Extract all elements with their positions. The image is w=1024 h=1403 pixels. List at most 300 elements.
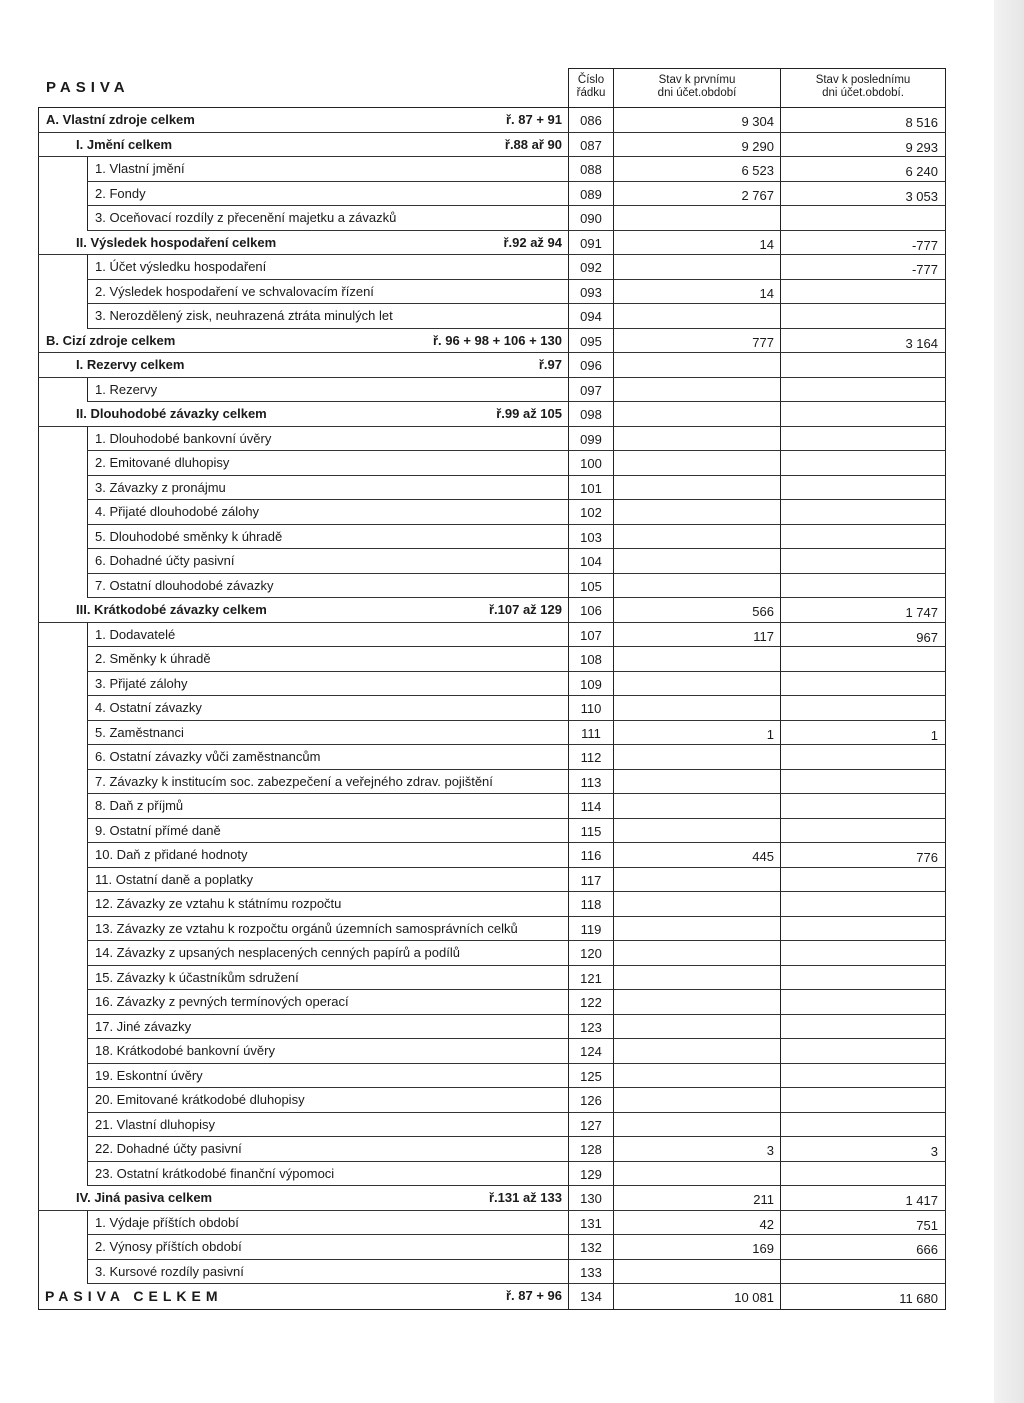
row-number-cell: 115 bbox=[568, 819, 613, 844]
indent-rule bbox=[87, 672, 88, 697]
last-day-value-cell bbox=[780, 990, 946, 1015]
indent-rule bbox=[87, 1064, 88, 1089]
last-day-value-cell: 3 053 bbox=[780, 182, 946, 207]
last-day-value-cell bbox=[780, 794, 946, 819]
table-row bbox=[38, 304, 946, 329]
first-day-value-cell bbox=[613, 525, 780, 550]
row-label: 1. Dodavatelé bbox=[95, 626, 176, 642]
row-label-cell bbox=[38, 696, 568, 721]
table-row bbox=[38, 745, 946, 770]
column-header-line-2: dni účet.období. bbox=[822, 87, 904, 99]
row-number-cell: 131 bbox=[568, 1211, 613, 1236]
row-label-cell bbox=[38, 1113, 568, 1138]
first-day-value-cell: 9 304 bbox=[613, 108, 780, 132]
column-header-row-number bbox=[568, 68, 613, 107]
first-day-value-cell bbox=[613, 794, 780, 819]
row-label-cell bbox=[38, 280, 568, 305]
first-day-value-cell bbox=[613, 696, 780, 721]
table-row bbox=[38, 1137, 946, 1162]
first-day-value-cell bbox=[613, 574, 780, 599]
column-header-line-2: dni účet.období bbox=[657, 87, 737, 99]
row-number-cell: 127 bbox=[568, 1113, 613, 1138]
table-row bbox=[38, 598, 946, 623]
first-day-value-cell bbox=[613, 1113, 780, 1138]
table-row bbox=[38, 206, 946, 231]
row-number-cell: 086 bbox=[568, 108, 613, 132]
row-formula: ř.97 bbox=[538, 357, 562, 372]
table-row bbox=[38, 574, 946, 599]
last-day-value-cell bbox=[780, 770, 946, 795]
row-formula: ř.107 až 129 bbox=[488, 602, 562, 617]
indent-rule bbox=[87, 794, 88, 819]
row-number-cell: 097 bbox=[568, 378, 613, 403]
table-row bbox=[38, 1162, 946, 1187]
last-day-value-cell bbox=[780, 696, 946, 721]
row-label: 2. Výsledek hospodaření ve schvalovacím řízení bbox=[95, 283, 374, 299]
row-label-cell bbox=[38, 1088, 568, 1113]
indent-rule bbox=[87, 1211, 88, 1236]
row-label: I. Jmění celkem bbox=[76, 136, 173, 152]
row-number-cell: 124 bbox=[568, 1039, 613, 1064]
first-day-value-cell bbox=[613, 941, 780, 966]
first-day-value-cell bbox=[613, 770, 780, 795]
row-label: 13. Závazky ze vztahu k rozpočtu orgánů územních samosprávních celků bbox=[95, 920, 518, 936]
row-label-cell bbox=[38, 378, 568, 403]
row-number-cell: 122 bbox=[568, 990, 613, 1015]
row-label-cell bbox=[38, 500, 568, 525]
indent-rule bbox=[87, 1162, 88, 1187]
indent-rule bbox=[87, 476, 88, 501]
row-number-cell: 100 bbox=[568, 451, 613, 476]
table-row bbox=[38, 721, 946, 746]
last-day-value-cell bbox=[780, 647, 946, 672]
row-number-cell: 105 bbox=[568, 574, 613, 599]
table-row bbox=[38, 1064, 946, 1089]
row-label-cell bbox=[38, 525, 568, 550]
first-day-value-cell bbox=[613, 549, 780, 574]
column-header-first-day bbox=[613, 68, 780, 107]
row-label-cell bbox=[38, 402, 568, 426]
row-label: PASIVA CELKEM bbox=[45, 1288, 223, 1304]
first-day-value-cell bbox=[613, 892, 780, 917]
scan-edge bbox=[994, 0, 1024, 1403]
indent-rule bbox=[87, 157, 88, 182]
row-number-cell: 104 bbox=[568, 549, 613, 574]
row-formula: ř. 87 + 91 bbox=[505, 112, 562, 127]
last-day-value-cell bbox=[780, 1260, 946, 1285]
row-label-cell bbox=[38, 231, 568, 255]
last-day-value-cell: 9 293 bbox=[780, 133, 946, 157]
first-day-value-cell: 10 081 bbox=[613, 1284, 780, 1309]
first-day-value-cell bbox=[613, 353, 780, 377]
row-number-cell: 107 bbox=[568, 623, 613, 648]
last-day-value-cell: 11 680 bbox=[780, 1284, 946, 1309]
row-label-cell bbox=[38, 476, 568, 501]
row-label: 3. Závazky z pronájmu bbox=[95, 479, 226, 495]
table-row bbox=[38, 1088, 946, 1113]
row-label: 1. Účet výsledku hospodaření bbox=[95, 259, 267, 274]
last-day-value-cell: 1 bbox=[780, 721, 946, 746]
row-label-cell bbox=[38, 133, 568, 157]
last-day-value-cell bbox=[780, 525, 946, 550]
indent-rule bbox=[87, 1015, 88, 1040]
last-day-value-cell: -777 bbox=[780, 231, 946, 255]
row-label-cell bbox=[38, 1015, 568, 1040]
row-number-cell: 090 bbox=[568, 206, 613, 231]
row-number-cell: 095 bbox=[568, 329, 613, 353]
row-number-cell: 087 bbox=[568, 133, 613, 157]
row-label: 2. Emitované dluhopisy bbox=[95, 455, 230, 470]
row-label-cell bbox=[38, 917, 568, 942]
first-day-value-cell bbox=[613, 917, 780, 942]
table-row bbox=[38, 966, 946, 991]
table-row bbox=[38, 1211, 946, 1236]
first-day-value-cell bbox=[613, 745, 780, 770]
last-day-value-cell bbox=[780, 476, 946, 501]
first-day-value-cell bbox=[613, 500, 780, 525]
row-label: III. Krátkodobé závazky celkem bbox=[76, 602, 267, 617]
table-row bbox=[38, 329, 946, 354]
last-day-value-cell bbox=[780, 941, 946, 966]
row-label: 23. Ostatní krátkodobé finanční výpomoci bbox=[95, 1165, 335, 1181]
row-number-cell: 113 bbox=[568, 770, 613, 795]
row-label: 15. Závazky k účastníkům sdružení bbox=[95, 969, 299, 985]
row-number-cell: 129 bbox=[568, 1162, 613, 1187]
table-row bbox=[38, 1260, 946, 1285]
row-label-cell bbox=[38, 206, 568, 231]
row-label: 1. Rezervy bbox=[95, 381, 158, 397]
table-row bbox=[38, 623, 946, 648]
row-label: 20. Emitované krátkodobé dluhopisy bbox=[95, 1092, 305, 1107]
first-day-value-cell bbox=[613, 819, 780, 844]
row-label: 19. Eskontní úvěry bbox=[95, 1067, 203, 1083]
indent-rule bbox=[87, 843, 88, 868]
row-label: 21. Vlastní dluhopisy bbox=[95, 1116, 215, 1132]
row-label-cell bbox=[38, 868, 568, 893]
last-day-value-cell bbox=[780, 549, 946, 574]
last-day-value-cell bbox=[780, 745, 946, 770]
row-label-cell bbox=[38, 427, 568, 452]
row-number-cell: 114 bbox=[568, 794, 613, 819]
last-day-value-cell bbox=[780, 378, 946, 403]
indent-rule bbox=[87, 941, 88, 966]
table-row bbox=[38, 108, 946, 133]
indent-rule bbox=[87, 574, 88, 599]
table-row bbox=[38, 1039, 946, 1064]
table-row bbox=[38, 1015, 946, 1040]
first-day-value-cell bbox=[613, 427, 780, 452]
last-day-value-cell bbox=[780, 427, 946, 452]
column-header-line-1: Stav k poslednímu bbox=[815, 74, 911, 86]
table-row bbox=[38, 1235, 946, 1260]
row-label: 1. Dlouhodobé bankovní úvěry bbox=[95, 430, 272, 446]
row-number-cell: 128 bbox=[568, 1137, 613, 1162]
table-body bbox=[38, 108, 946, 1310]
row-label: 2. Směnky k úhradě bbox=[95, 651, 211, 666]
row-label-cell bbox=[38, 745, 568, 770]
row-number-cell: 099 bbox=[568, 427, 613, 452]
row-label-cell bbox=[38, 329, 568, 353]
indent-rule bbox=[87, 1113, 88, 1138]
first-day-value-cell: 9 290 bbox=[613, 133, 780, 157]
row-label: 3. Oceňovací rozdíly z přecenění majetku a závazků bbox=[95, 210, 397, 225]
row-number-cell: 133 bbox=[568, 1260, 613, 1285]
row-number-cell: 096 bbox=[568, 353, 613, 377]
row-number-cell: 112 bbox=[568, 745, 613, 770]
last-day-value-cell bbox=[780, 966, 946, 991]
table-row bbox=[38, 500, 946, 525]
row-label: 14. Závazky z upsaných nesplacených cenných papírů a podílů bbox=[95, 945, 460, 960]
row-label: 1. Výdaje příštích období bbox=[95, 1214, 239, 1230]
table-row bbox=[38, 255, 946, 280]
table-row bbox=[38, 182, 946, 207]
indent-rule bbox=[87, 549, 88, 574]
row-number-cell: 121 bbox=[568, 966, 613, 991]
indent-rule bbox=[87, 770, 88, 795]
last-day-value-cell bbox=[780, 1064, 946, 1089]
last-day-value-cell bbox=[780, 917, 946, 942]
table-row bbox=[38, 794, 946, 819]
row-label: 5. Zaměstnanci bbox=[95, 724, 184, 740]
row-number-cell: 111 bbox=[568, 721, 613, 746]
indent-rule bbox=[87, 1235, 88, 1260]
table-row bbox=[38, 672, 946, 697]
first-day-value-cell bbox=[613, 1039, 780, 1064]
first-day-value-cell bbox=[613, 1088, 780, 1113]
row-label-cell bbox=[38, 770, 568, 795]
row-label-cell bbox=[38, 1162, 568, 1187]
row-label: II. Výsledek hospodaření celkem bbox=[76, 234, 277, 250]
table-row bbox=[38, 451, 946, 476]
first-day-value-cell bbox=[613, 378, 780, 403]
row-formula: ř.131 až 133 bbox=[488, 1190, 562, 1205]
row-label: B. Cizí zdroje celkem bbox=[46, 332, 176, 348]
row-number-cell: 119 bbox=[568, 917, 613, 942]
row-label-cell bbox=[38, 157, 568, 182]
row-label-cell bbox=[38, 1235, 568, 1260]
row-label: 4. Ostatní závazky bbox=[95, 700, 202, 715]
row-label: 11. Ostatní daně a poplatky bbox=[95, 871, 254, 887]
first-day-value-cell bbox=[613, 402, 780, 426]
indent-rule bbox=[87, 206, 88, 231]
row-number-cell: 101 bbox=[568, 476, 613, 501]
table-row bbox=[38, 941, 946, 966]
last-day-value-cell bbox=[780, 280, 946, 305]
last-day-value-cell: 1 417 bbox=[780, 1186, 946, 1210]
row-label-cell bbox=[38, 721, 568, 746]
row-label-cell bbox=[38, 574, 568, 599]
indent-rule bbox=[87, 280, 88, 305]
last-day-value-cell bbox=[780, 819, 946, 844]
row-label: IV. Jiná pasiva celkem bbox=[76, 1190, 213, 1205]
row-formula: ř.88 ař 90 bbox=[504, 136, 562, 152]
row-number-cell: 091 bbox=[568, 231, 613, 255]
row-label: 3. Nerozdělený zisk, neuhrazená ztráta minulých let bbox=[95, 308, 393, 323]
row-label: 2. Výnosy příštích období bbox=[95, 1239, 242, 1254]
last-day-value-cell bbox=[780, 1113, 946, 1138]
table-row bbox=[38, 525, 946, 550]
row-label-cell bbox=[38, 353, 568, 377]
first-day-value-cell: 211 bbox=[613, 1186, 780, 1210]
indent-rule bbox=[87, 917, 88, 942]
row-number-cell: 118 bbox=[568, 892, 613, 917]
first-day-value-cell: 117 bbox=[613, 623, 780, 648]
last-day-value-cell bbox=[780, 402, 946, 426]
table-row bbox=[38, 647, 946, 672]
table-row bbox=[38, 1186, 946, 1211]
row-number-cell: 102 bbox=[568, 500, 613, 525]
indent-rule bbox=[87, 255, 88, 280]
row-label: 7. Ostatní dlouhodobé závazky bbox=[95, 577, 274, 593]
last-day-value-cell bbox=[780, 1015, 946, 1040]
first-day-value-cell: 2 767 bbox=[613, 182, 780, 207]
table-row bbox=[38, 427, 946, 452]
row-number-cell: 093 bbox=[568, 280, 613, 305]
row-label: 9. Ostatní přímé daně bbox=[95, 822, 221, 838]
indent-rule bbox=[87, 427, 88, 452]
first-day-value-cell bbox=[613, 304, 780, 329]
row-formula: ř. 87 + 96 bbox=[505, 1288, 562, 1303]
row-label: 18. Krátkodobé bankovní úvěry bbox=[95, 1043, 275, 1058]
row-number-cell: 110 bbox=[568, 696, 613, 721]
row-label: 7. Závazky k institucím soc. zabezpečení a veřejného zdrav. pojištění bbox=[95, 773, 493, 789]
row-label-cell bbox=[38, 941, 568, 966]
first-day-value-cell bbox=[613, 1015, 780, 1040]
row-number-cell: 098 bbox=[568, 402, 613, 426]
first-day-value-cell bbox=[613, 1260, 780, 1285]
row-label-cell bbox=[38, 990, 568, 1015]
first-day-value-cell bbox=[613, 966, 780, 991]
row-label-cell bbox=[38, 1137, 568, 1162]
row-number-cell: 134 bbox=[568, 1284, 613, 1309]
row-number-cell: 103 bbox=[568, 525, 613, 550]
row-label-cell bbox=[38, 1039, 568, 1064]
indent-rule bbox=[87, 966, 88, 991]
first-day-value-cell bbox=[613, 451, 780, 476]
row-label-cell bbox=[38, 647, 568, 672]
table-row bbox=[38, 1113, 946, 1138]
column-header-line-2: řádku bbox=[576, 87, 606, 99]
row-label-cell bbox=[38, 1064, 568, 1089]
row-label: 6. Dohadné účty pasivní bbox=[95, 553, 235, 568]
first-day-value-cell bbox=[613, 1162, 780, 1187]
row-label-cell bbox=[38, 819, 568, 844]
row-number-cell: 109 bbox=[568, 672, 613, 697]
row-number-cell: 117 bbox=[568, 868, 613, 893]
row-label: 3. Přijaté zálohy bbox=[95, 675, 188, 691]
page-title: PASIVA bbox=[46, 79, 130, 96]
indent-rule bbox=[87, 1260, 88, 1285]
last-day-value-cell bbox=[780, 868, 946, 893]
row-label-cell bbox=[38, 966, 568, 991]
last-day-value-cell: 1 747 bbox=[780, 598, 946, 622]
last-day-value-cell bbox=[780, 353, 946, 377]
row-number-cell: 120 bbox=[568, 941, 613, 966]
indent-rule bbox=[87, 990, 88, 1015]
indent-rule bbox=[87, 500, 88, 525]
row-number-cell: 126 bbox=[568, 1088, 613, 1113]
table-row bbox=[38, 843, 946, 868]
first-day-value-cell bbox=[613, 990, 780, 1015]
last-day-value-cell bbox=[780, 451, 946, 476]
table-row bbox=[38, 990, 946, 1015]
row-number-cell: 094 bbox=[568, 304, 613, 329]
table-row bbox=[38, 353, 946, 378]
first-day-value-cell bbox=[613, 647, 780, 672]
row-label: 4. Přijaté dlouhodobé zálohy bbox=[95, 504, 260, 519]
row-label-cell bbox=[38, 794, 568, 819]
row-label: 16. Závazky z pevných termínových operací bbox=[95, 994, 349, 1009]
row-label-cell bbox=[38, 892, 568, 917]
last-day-value-cell bbox=[780, 892, 946, 917]
row-label-cell bbox=[38, 623, 568, 648]
row-number-cell: 106 bbox=[568, 598, 613, 622]
indent-rule bbox=[87, 451, 88, 476]
table-row bbox=[38, 402, 946, 427]
first-day-value-cell: 3 bbox=[613, 1137, 780, 1162]
last-day-value-cell: 3 bbox=[780, 1137, 946, 1162]
indent-rule bbox=[87, 892, 88, 917]
row-number-cell: 123 bbox=[568, 1015, 613, 1040]
table-row bbox=[38, 917, 946, 942]
row-label-cell bbox=[38, 451, 568, 476]
table-row bbox=[38, 157, 946, 182]
indent-rule bbox=[87, 1088, 88, 1113]
column-header-line-1: Stav k prvnímu bbox=[658, 74, 736, 86]
first-day-value-cell bbox=[613, 672, 780, 697]
row-label: 10. Daň z přidané hodnoty bbox=[95, 847, 248, 862]
row-label: 6. Ostatní závazky vůči zaměstnancům bbox=[95, 749, 321, 764]
row-label-cell bbox=[38, 1211, 568, 1236]
first-day-value-cell bbox=[613, 476, 780, 501]
last-day-value-cell bbox=[780, 206, 946, 231]
first-day-value-cell: 6 523 bbox=[613, 157, 780, 182]
row-label-cell bbox=[38, 255, 568, 280]
row-formula: ř.99 až 105 bbox=[496, 406, 562, 421]
last-day-value-cell: 8 516 bbox=[780, 108, 946, 132]
indent-rule bbox=[87, 721, 88, 746]
row-label: I. Rezervy celkem bbox=[76, 357, 185, 372]
table-row bbox=[38, 819, 946, 844]
table-row bbox=[38, 770, 946, 795]
row-number-cell: 108 bbox=[568, 647, 613, 672]
last-day-value-cell bbox=[780, 574, 946, 599]
indent-rule bbox=[87, 1137, 88, 1162]
indent-rule bbox=[87, 182, 88, 207]
row-label-cell bbox=[38, 108, 568, 132]
last-day-value-cell bbox=[780, 304, 946, 329]
first-day-value-cell: 777 bbox=[613, 329, 780, 353]
table-row bbox=[38, 892, 946, 917]
table-header bbox=[38, 68, 946, 108]
last-day-value-cell: 6 240 bbox=[780, 157, 946, 182]
first-day-value-cell bbox=[613, 868, 780, 893]
last-day-value-cell: 967 bbox=[780, 623, 946, 648]
row-number-cell: 092 bbox=[568, 255, 613, 280]
indent-rule bbox=[87, 745, 88, 770]
row-label: 12. Závazky ze vztahu k státnímu rozpočtu bbox=[95, 896, 342, 911]
row-label: 8. Daň z příjmů bbox=[95, 798, 184, 813]
row-label-cell bbox=[38, 1186, 568, 1210]
row-label-cell bbox=[38, 598, 568, 622]
row-label-cell bbox=[38, 843, 568, 868]
indent-rule bbox=[87, 1039, 88, 1064]
row-label: 3. Kursové rozdíly pasivní bbox=[95, 1263, 244, 1279]
row-label: 22. Dohadné účty pasivní bbox=[95, 1141, 242, 1156]
row-formula: ř.92 až 94 bbox=[503, 234, 562, 250]
last-day-value-cell bbox=[780, 500, 946, 525]
last-day-value-cell: 776 bbox=[780, 843, 946, 868]
